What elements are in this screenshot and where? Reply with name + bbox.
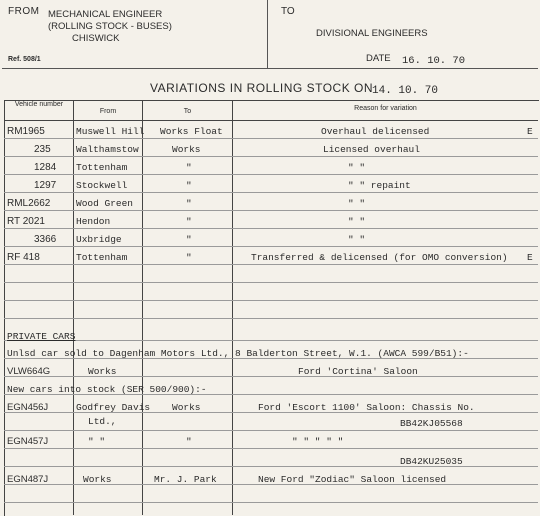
vehicle-number: VLW664G <box>7 366 51 377</box>
from-depot: Tottenham <box>76 252 128 263</box>
row-rule <box>4 318 538 319</box>
row-rule <box>4 174 538 175</box>
to-destination: Works <box>172 144 201 155</box>
flag: E <box>527 126 533 137</box>
title-date: 14. 10. 70 <box>372 85 439 97</box>
row-rule <box>4 448 538 449</box>
flag: E <box>527 252 533 263</box>
to-destination: " <box>186 162 192 173</box>
to-destination: " <box>186 436 192 447</box>
vehicle-number: EGN487J <box>7 474 49 485</box>
reason: " " <box>348 234 366 245</box>
header-reason: Reason for variation <box>354 105 417 112</box>
unlicensed-sale-line: Unlsd car sold to Dagenham Motors Ltd., 8 Balderton Street, W.1. (AWCA 599/B51):- <box>7 348 469 359</box>
from-depot: Stockwell <box>76 180 128 191</box>
to-destination: Works Float <box>160 126 223 137</box>
from-depot: Hendon <box>76 216 111 227</box>
reason: " " <box>348 198 366 209</box>
row-rule <box>4 246 538 247</box>
date-label: DATE <box>366 53 391 64</box>
chassis-number: DB42KU25035 <box>400 456 463 467</box>
row-rule <box>4 340 538 341</box>
row-rule <box>4 192 538 193</box>
from-depot: Tottenham <box>76 162 128 173</box>
header-to: To <box>183 108 192 115</box>
new-cars-line: New cars into stock (SER 500/900):- <box>7 384 207 395</box>
vehicle-number: 1284 <box>34 162 57 173</box>
row-rule <box>4 376 538 377</box>
row-rule <box>4 300 538 301</box>
column-divider <box>142 100 143 515</box>
reason: New Ford "Zodiac" Saloon licensed <box>258 474 447 485</box>
from-depot: Works <box>88 366 117 377</box>
to-label: TO <box>281 6 295 17</box>
date-value: 16. 10. 70 <box>402 55 466 67</box>
header-divider <box>267 0 268 68</box>
row-rule <box>4 228 538 229</box>
to-destination: " <box>186 252 192 263</box>
to-destination: " <box>186 180 192 191</box>
reason: Overhaul delicensed <box>321 126 430 137</box>
to-destination: Mr. J. Park <box>154 474 217 485</box>
to-value: DIVISIONAL ENGINEERS <box>316 28 428 39</box>
to-destination: " <box>186 216 192 227</box>
to-destination: " <box>186 234 192 245</box>
from-depot: Muswell Hill <box>76 126 145 137</box>
from-depot: Walthamstow <box>76 144 139 155</box>
row-rule <box>4 430 538 431</box>
from-depot: Wood Green <box>76 198 134 209</box>
row-rule <box>4 502 538 503</box>
reason: " " " " " <box>292 436 344 447</box>
reason: " " <box>348 216 366 227</box>
from-line-2: (ROLLING STOCK - BUSES) <box>48 21 172 32</box>
from-line-1: MECHANICAL ENGINEER <box>48 9 163 20</box>
reason: Ford 'Cortina' Saloon <box>298 366 418 377</box>
from-line-3: CHISWICK <box>72 33 120 44</box>
vehicle-number: 3366 <box>34 234 57 245</box>
vehicle-number: 1297 <box>34 180 57 191</box>
vehicle-number: EGN456J <box>7 402 49 413</box>
vehicle-number: EGN457J <box>7 436 49 447</box>
column-divider <box>73 100 74 515</box>
row-rule <box>4 282 538 283</box>
header-rule <box>4 120 538 121</box>
page-title: VARIATIONS IN ROLLING STOCK ON <box>150 81 374 95</box>
row-rule <box>4 264 538 265</box>
from-depot: Uxbridge <box>76 234 122 245</box>
reason: Ford 'Escort 1100' Saloon: Chassis No. <box>258 402 475 413</box>
row-rule <box>4 138 538 139</box>
row-rule <box>4 210 538 211</box>
from-depot-continued: Ltd., <box>88 416 117 427</box>
vehicle-number: RT 2021 <box>7 216 45 227</box>
header-from: From <box>99 108 117 115</box>
reference-number: Ref. 508/1 <box>8 56 41 63</box>
to-destination: " <box>186 198 192 209</box>
chassis-number: BB42KJ05568 <box>400 418 463 429</box>
reason: Transferred & delicensed (for OMO conversion) <box>251 252 508 263</box>
from-depot: " " <box>88 436 106 447</box>
vehicle-number: 235 <box>34 144 51 155</box>
reason: " " <box>348 162 366 173</box>
vehicle-number: RML2662 <box>7 198 51 209</box>
vehicle-number: RF 418 <box>7 252 40 263</box>
from-depot: Works <box>83 474 112 485</box>
private-cars-heading: PRIVATE CARS <box>7 331 76 342</box>
reason: " " repaint <box>348 180 411 191</box>
from-depot: Godfrey Davis <box>76 402 151 413</box>
from-label: FROM <box>8 6 40 17</box>
to-destination: Works <box>172 402 201 413</box>
column-divider <box>232 100 233 515</box>
header-vehicle-number: Vehicle number <box>14 101 64 108</box>
vehicle-number: RM1965 <box>7 126 45 137</box>
row-rule <box>4 156 538 157</box>
reason: Licensed overhaul <box>323 144 420 155</box>
